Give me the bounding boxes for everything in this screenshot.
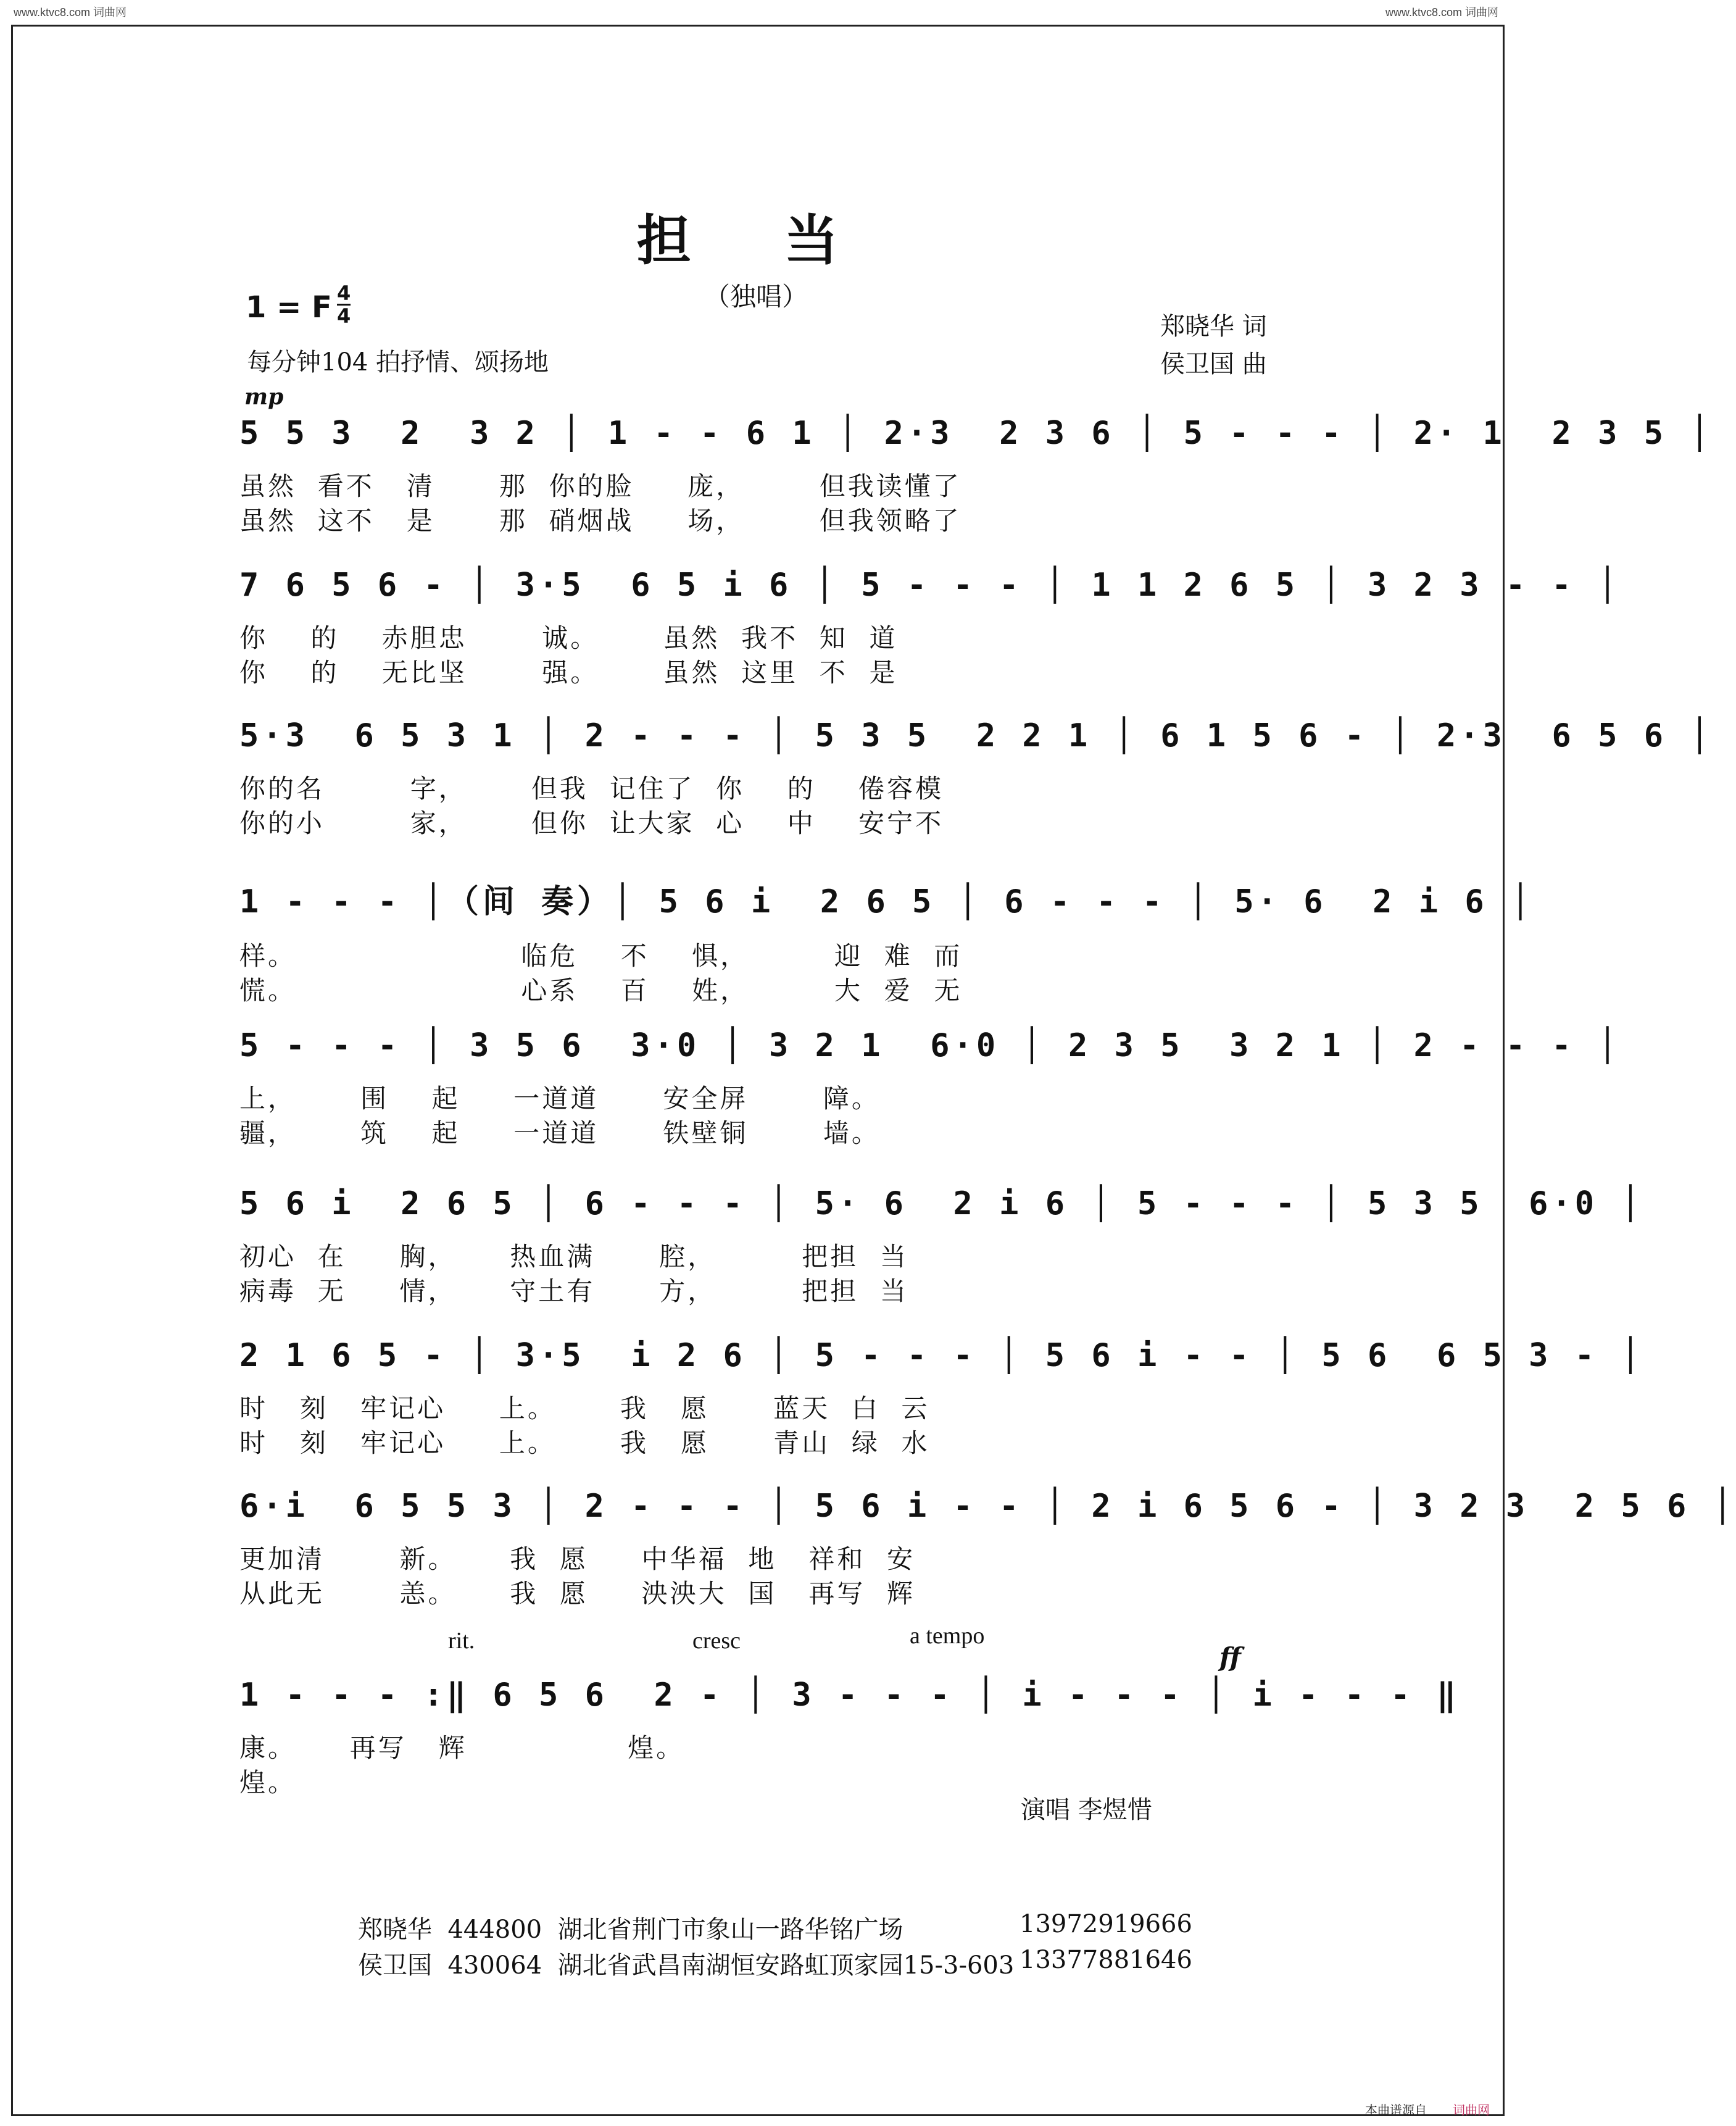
- notation-line: 5 - - - │ 3 5 6 3·0 │ 3 2 1 6·0 │ 2 3 5 3 2 1 │ 2 - - - │: [239, 1027, 1621, 1064]
- music-system-4: [239, 875, 1534, 1008]
- song-subtitle: （独唱）: [704, 281, 808, 312]
- lyricist: 郑晓华 词: [1160, 312, 1267, 341]
- time-bottom: 4: [337, 304, 351, 328]
- composer: 侯卫国 曲: [1160, 350, 1267, 378]
- lyric-verse-1: 初心 在 胸， 热血满 腔， 把担 当: [239, 1241, 908, 1272]
- contact-row-1: [358, 1910, 903, 1945]
- lyric-verse-1: 上， 围 起 一道道 安全屏 障。: [239, 1083, 880, 1114]
- lyric-verse-2: 病毒 无 情， 守土有 方， 把担 当: [239, 1276, 908, 1306]
- music-system-8: [239, 1488, 1736, 1611]
- music-system-3: [239, 717, 1713, 841]
- tempo-marking: 每分钟104 拍抒情、颂扬地: [247, 348, 549, 377]
- contact-name: 侯卫国: [358, 1951, 432, 1980]
- header-right: www.ktvc8.com 词曲网: [1385, 6, 1498, 19]
- music-system-2: [239, 567, 1621, 690]
- notation-line: 6·i 6 5 5 3 │ 2 - - - │ 5 6 i - - │ 2 i 6 5 6 - │ 3 2 3 2 5 6 │: [239, 1488, 1736, 1525]
- lyric-verse-1: 虽然 看不 清 那 你的脸 庞， 但我读懂了: [239, 471, 961, 501]
- contact-address: 湖北省荆门市象山一路华铭广场: [557, 1915, 903, 1944]
- notation-line: 1 - - - :‖ 6 5 6 2 - │ 3 - - - │ i - - - │ i - - - ‖: [239, 1677, 1460, 1714]
- music-system-5: [239, 1027, 1621, 1151]
- header-left: www.ktvc8.com 词曲网: [14, 6, 127, 19]
- lyric-verse-1: 样。 临危 不 惧， 迎 难 而: [239, 941, 963, 971]
- lyric-verse-2: 时 刻 牢记心 上。 我 愿 青山 绿 水: [239, 1428, 930, 1458]
- notation-line: 5·3 6 5 3 1 │ 2 - - - │ 5 3 5 2 2 1 │ 6 1 5 6 - │ 2·3 6 5 6 │: [239, 717, 1713, 754]
- music-system-1: [239, 415, 1713, 538]
- footer-logo-brand: 词曲网: [1453, 2104, 1490, 2117]
- contact-postcode: 430064: [447, 1951, 542, 1980]
- lyric-verse-1: 你 的 赤胆忠 诚。 虽然 我不 知 道: [239, 623, 898, 653]
- contact-postcode: 444800: [447, 1915, 542, 1944]
- notation-line: 5 6 i 2 6 5 │ 6 - - - │ 5· 6 2 i 6 │ 5 - - - │ 5 3 5 6·0 │: [239, 1185, 1644, 1222]
- cresc-marking: cresc: [692, 1628, 741, 1654]
- contact-name: 郑晓华: [358, 1915, 432, 1944]
- lyric-verse-2: 你的小 家， 但你 让大家 心 中 安宁不: [239, 808, 944, 838]
- music-system-7: [239, 1337, 1644, 1461]
- rit-marking: rit.: [448, 1628, 475, 1654]
- time-signature: [337, 283, 351, 327]
- lyric-verse-2: 虽然 这不 是 那 硝烟战 场， 但我领略了: [239, 506, 961, 536]
- lyric-verse-1: 时 刻 牢记心 上。 我 愿 蓝天 白 云: [239, 1393, 930, 1424]
- notation-line: 5 5 3 2 3 2 │ 1 - - 6 1 │ 2·3 2 3 6 │ 5 - - - │ 2· 1 2 3 5 │: [239, 415, 1713, 452]
- key-signature: 1 = F: [246, 290, 332, 325]
- contact-row-2: [358, 1946, 1014, 1981]
- lyric-verse-2: 慌。 心系 百 姓， 大 爱 无: [239, 975, 963, 1006]
- lyric-verse-1: 康。 再写 辉 煌。: [239, 1733, 685, 1763]
- contact-phone-2: 13377881646: [1020, 1946, 1192, 1974]
- lyric-verse-2: 疆， 筑 起 一道道 铁壁铜 墙。: [239, 1118, 880, 1148]
- dynamic-ff: ff: [1219, 1642, 1241, 1672]
- a-tempo-marking: a tempo: [910, 1623, 985, 1649]
- footer-logo-text: 本曲谱源自: [1365, 2104, 1427, 2117]
- time-top: 4: [337, 281, 351, 305]
- lyric-verse-2: 你 的 无比坚 强。 虽然 这里 不 是: [239, 657, 898, 688]
- notation-line: 7 6 5 6 - │ 3·5 6 5 i 6 │ 5 - - - │ 1 1 2 6 5 │ 3 2 3 - - │: [239, 567, 1621, 604]
- music-system-6: [239, 1185, 1644, 1309]
- lyric-verse-2: 从此无 恙。 我 愿 泱泱大 国 再写 辉: [239, 1578, 916, 1609]
- contact-address: 湖北省武昌南湖恒安路虹顶家园15-3-603: [557, 1951, 1015, 1980]
- notation-line: 2 1 6 5 - │ 3·5 i 2 6 │ 5 - - - │ 5 6 i - - │ 5 6 6 5 3 - │: [239, 1337, 1644, 1374]
- notation-line: 1 - - - │（间 奏）│ 5 6 i 2 6 5 │ 6 - - - │ 5· 6 2 i 6 │: [239, 883, 1534, 920]
- lyric-verse-2: 煌。: [239, 1767, 297, 1798]
- contact-phone-1: 13972919666: [1020, 1910, 1192, 1938]
- lyric-verse-1: 更加清 新。 我 愿 中华福 地 祥和 安: [239, 1544, 916, 1574]
- singer-credit: 演唱 李煜惜: [1021, 1796, 1152, 1824]
- song-title: 担 当: [636, 208, 876, 272]
- dynamic-mp: mp: [244, 384, 284, 410]
- music-system-9: [239, 1677, 1460, 1800]
- lyric-verse-1: 你的名 字， 但我 记住了 你 的 倦容模: [239, 773, 944, 804]
